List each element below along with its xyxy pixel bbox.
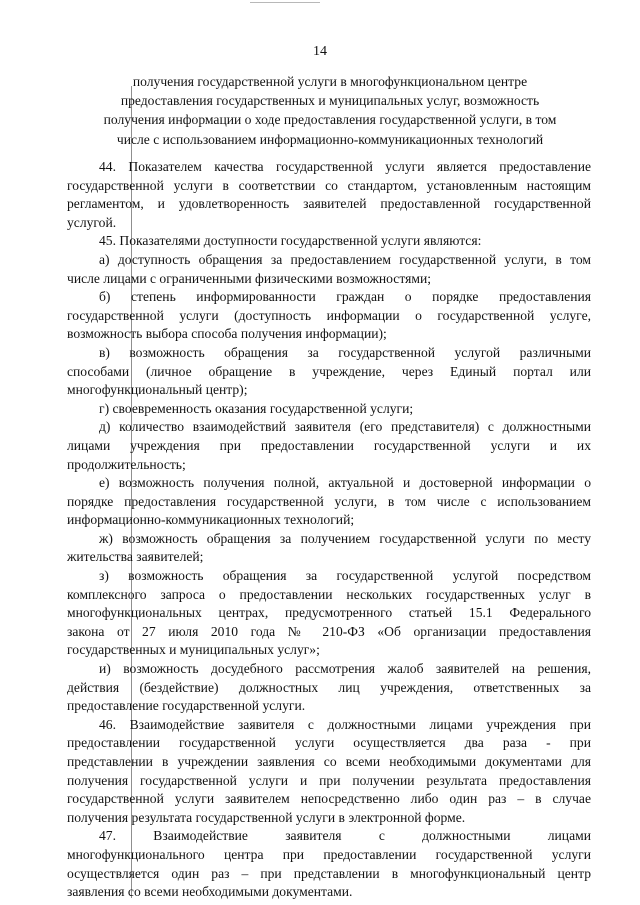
text-line: 45. Показателями доступности государственной услуги являются:: [99, 233, 482, 249]
text-line: осуществляется один раз – при представлении в многофункциональный центр: [67, 865, 591, 881]
text-line: регламентом, и удовлетворенность заявителей предоставленной государственной: [67, 196, 591, 212]
text-line: действия (бездействие) должностных лиц учреждения, ответственных за: [67, 679, 591, 695]
item-a: [67, 251, 591, 288]
text-line: получения государственной услуги и при получении результата предоставления: [67, 772, 591, 788]
text-line: многофункционального центра при предоставлении государственной услуги: [67, 846, 591, 862]
item-zh: [67, 530, 591, 567]
text-line: числе лицами с ограниченными физическими возможностями;: [67, 270, 432, 286]
text-line: заявления со всеми необходимыми документами.: [67, 884, 353, 900]
text-line: возможность выбора способа получения информации);: [67, 326, 387, 342]
text-line: продолжительность;: [67, 456, 186, 472]
text-line: 47. Взаимодействие заявителя с должностными лицами: [99, 828, 591, 844]
text-line: предоставлении государственной услуги осуществляется два раза - при: [67, 735, 591, 751]
text-line: 44. Показателем качества государственной услуги является предоставление: [99, 159, 591, 174]
text-line: и) возможность досудебного рассмотрения жалоб заявителей на решения,: [99, 661, 591, 677]
paragraph-46: [67, 716, 591, 828]
heading-line: числе с использованием информационно-коммуникационных технологий: [116, 131, 544, 147]
text-line: 46. Взаимодействие заявителя с должностными лицами учреждения при: [99, 716, 591, 732]
document-body: [67, 158, 591, 902]
heading-line: предоставления государственных и муниципальных услуг, возможность: [120, 93, 540, 109]
paragraph-44: [67, 158, 591, 232]
page-number: 14: [313, 44, 327, 59]
text-line: многофункциональный центр);: [67, 382, 248, 398]
text-line: д) количество взаимодействий заявителя (его представителя) с должностными: [99, 419, 591, 435]
text-line: а) доступность обращения за предоставлением государственной услуги, в том: [99, 251, 591, 267]
text-line: государственных и муниципальных услуг»;: [67, 642, 320, 658]
text-line: получения результата государственной услуги в электронной форме.: [67, 809, 466, 825]
text-line: государственной услуги (доступность информации о государственной услуге,: [67, 307, 591, 323]
paragraph-45: [67, 232, 591, 251]
item-i: [67, 660, 591, 716]
text-line: порядке предоставления государственной услуги, в том числе с использованием: [67, 493, 591, 509]
text-line: многофункциональных центрах, предусмотренного статьей 15.1 Федерального: [67, 605, 591, 621]
text-line: в) возможность обращения за государственной услугой различными: [99, 344, 591, 360]
text-line: предоставление государственной услуги.: [67, 698, 306, 714]
text-line: ж) возможность обращения за получением государственной услуги по месту: [99, 530, 591, 546]
item-v: [67, 344, 591, 400]
heading-line: получения информации о ходе предоставления государственной услуги, в том: [103, 112, 557, 128]
scan-artifact-top: [250, 2, 320, 3]
item-d: [67, 418, 591, 474]
text-line: закона от 27 июля 2010 года № 210-ФЗ «Об организации предоставления: [67, 623, 591, 639]
text-line: з) возможность обращения за государственной услугой посредством: [99, 568, 591, 584]
section-heading: [80, 72, 580, 149]
text-line: б) степень информированности граждан о порядке предоставления: [99, 289, 591, 305]
text-line: государственной услуги в соответствии со стандартом, установленным настоящим: [67, 177, 591, 193]
item-b: [67, 288, 591, 344]
paragraph-47: [67, 827, 591, 901]
heading-line: получения государственной услуги в многофункциональном центре: [132, 74, 528, 89]
text-line: е) возможность получения полной, актуальной и достоверной информации о: [99, 475, 591, 491]
item-g: [67, 400, 591, 419]
text-line: информационно-коммуникационных технологий;: [67, 512, 355, 528]
item-z: [67, 567, 591, 660]
text-line: г) своевременность оказания государственной услуги;: [99, 400, 414, 416]
text-line: государственной услуги заявителем непосредственно либо один раз – в случае: [67, 791, 591, 807]
item-e: [67, 474, 591, 530]
text-line: способами (личное обращение в учреждение, через Единый портал или: [67, 363, 591, 379]
text-line: комплексного запроса о предоставлении нескольких государственных услуг в: [67, 586, 591, 602]
text-line: представлении в учреждении заявления со всеми необходимыми документами для: [67, 754, 591, 769]
text-line: лицами учреждения при предоставлении государственной услуги и их: [67, 437, 591, 453]
text-line: жительства заявителей;: [67, 549, 204, 565]
text-line: услугой.: [67, 214, 117, 230]
